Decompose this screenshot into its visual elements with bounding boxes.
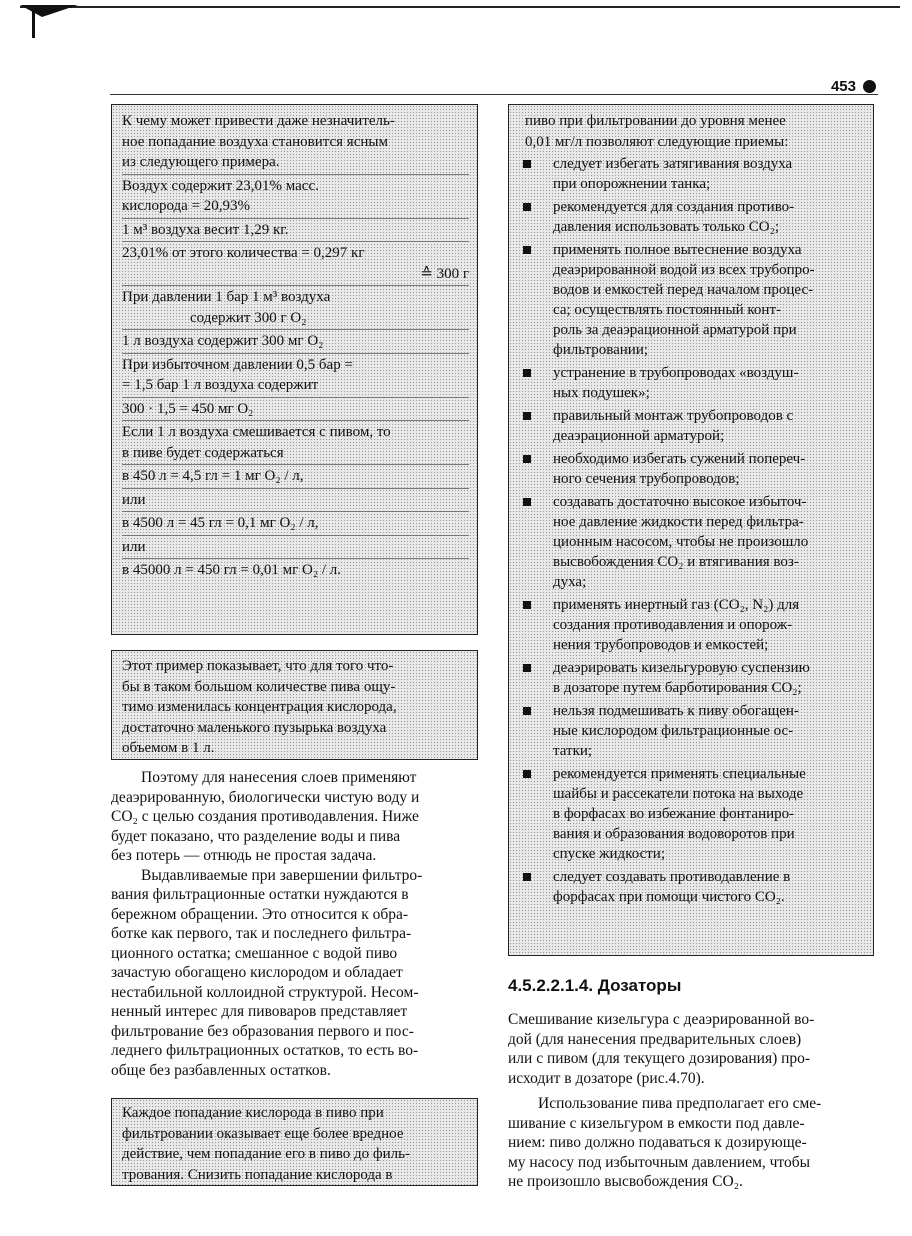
corner-mark-icon bbox=[20, 4, 78, 18]
measure-line: ное давление жидкости перед фильтра- bbox=[553, 514, 804, 530]
measure-line: шайбы и рассекатели потока на выходе bbox=[553, 786, 804, 802]
note-line: тимо изменилась концентрация кислорода, bbox=[122, 699, 397, 715]
measure-item bbox=[517, 492, 865, 592]
calc-row bbox=[122, 513, 469, 534]
oxygen-line: Каждое попадание кислорода в пиво при bbox=[122, 1105, 384, 1121]
text-line: CO₂ с целью создания противодавления. Ниже bbox=[111, 808, 419, 825]
calc-line: При избыточном давлении 0,5 бар = bbox=[122, 356, 353, 373]
calc-line: Воздух содержит 23,01% масс. bbox=[122, 177, 319, 194]
page-number: 453 bbox=[830, 78, 856, 95]
measure-line: ного сечения трубопроводов; bbox=[553, 471, 740, 487]
measure-line: ционным насосом, чтобы не произошло bbox=[553, 534, 809, 550]
calc-line: в пиве будет содержаться bbox=[122, 444, 284, 461]
calc-row bbox=[122, 537, 469, 558]
row-separator bbox=[122, 420, 469, 421]
text-line: фильтрование без образования первого и пос- bbox=[111, 1022, 414, 1040]
text-line: ненный интерес для пивоваров представляет bbox=[111, 1003, 408, 1020]
measure-line: высвобождения CO₂ и втягивания воз- bbox=[553, 554, 799, 570]
measure-item bbox=[517, 197, 865, 237]
text-line: или с пивом (для текущего дозирования) про- bbox=[508, 1050, 811, 1067]
section-heading: 4.5.2.2.1.4. Дозаторы bbox=[508, 976, 682, 995]
calc-line: в 4500 л = 45 гл = 0,1 мг O₂ / л, bbox=[122, 515, 319, 531]
calc-row bbox=[122, 560, 469, 581]
measure-line: вания и образования водоворотов при bbox=[553, 826, 795, 842]
calc-line: Если 1 л воздуха смешивается с пивом, то bbox=[122, 424, 391, 440]
measure-line: рекомендуется для создания противо- bbox=[553, 199, 795, 215]
measure-line: фильтровании; bbox=[553, 342, 649, 358]
text-line: зачастую обогащено кислородом и обладает bbox=[111, 964, 403, 981]
calc-row bbox=[122, 399, 469, 420]
page-header bbox=[110, 80, 878, 95]
row-separator bbox=[122, 241, 469, 242]
text-line: бережном обращении. Это относится к обра- bbox=[111, 905, 409, 923]
calc-line: = 1,5 бар 1 л воздуха содержит bbox=[122, 377, 319, 393]
measure-line: роль за деаэрационной арматурой при bbox=[553, 322, 797, 338]
paragraph bbox=[111, 866, 478, 1081]
measures-box bbox=[508, 104, 874, 956]
measure-line: правильный монтаж трубопроводов с bbox=[553, 408, 794, 424]
oxygen-line: действие, чем попадание его в пиво до филь- bbox=[122, 1146, 410, 1162]
top-rule bbox=[20, 6, 900, 8]
row-separator bbox=[122, 397, 469, 398]
row-separator bbox=[122, 285, 469, 286]
measure-line: создавать достаточно высокое избыточ- bbox=[553, 494, 807, 510]
calc-row bbox=[122, 331, 469, 352]
calc-line: 1 м³ воздуха весит 1,29 кг. bbox=[122, 221, 289, 238]
text-line: нием: пиво должно подаваться к дозирующе- bbox=[508, 1134, 807, 1151]
calc-row bbox=[122, 220, 469, 241]
calc-line: При давлении 1 бар 1 м³ воздуха bbox=[122, 289, 331, 305]
measure-item bbox=[517, 240, 865, 360]
row-separator bbox=[122, 511, 469, 512]
measure-item bbox=[517, 595, 865, 655]
calc-line: в 45000 л = 450 гл = 0,01 мг O₂ / л. bbox=[122, 562, 341, 578]
note-box bbox=[111, 650, 478, 760]
text-line: му насосу под избыточным давлением, чтобы bbox=[508, 1153, 811, 1171]
measure-line: духа; bbox=[553, 574, 587, 590]
text-line: шивание с кизельгуром в емкости под давле- bbox=[508, 1114, 805, 1132]
text-line: Выдавливаемые при завершении фильтро- bbox=[141, 866, 423, 884]
measure-line: нения трубопроводов и емкостей; bbox=[553, 637, 769, 653]
section-body-text bbox=[508, 1010, 874, 1192]
measure-line: спуске жидкости; bbox=[553, 846, 665, 862]
row-separator bbox=[122, 558, 469, 559]
calc-row bbox=[122, 287, 469, 328]
measure-line: устранение в трубопроводах «воздуш- bbox=[553, 365, 799, 381]
text-line: вания фильтрационные остатки нуждаются в bbox=[111, 886, 409, 903]
text-line: исходит в дозаторе (рис.4.70). bbox=[508, 1069, 705, 1087]
measure-line: создания противодавления и опорож- bbox=[553, 617, 793, 633]
left-body-text bbox=[111, 768, 478, 1080]
measure-item bbox=[517, 867, 865, 907]
calc-line: 300 · 1,5 = 450 мг O₂ bbox=[122, 400, 254, 417]
measure-line: ные кислородом фильтрационные ос- bbox=[553, 723, 794, 739]
example-box bbox=[111, 104, 478, 635]
calc-row bbox=[122, 466, 469, 487]
oxygen-line: фильтровании оказывает еще более вредное bbox=[122, 1125, 404, 1142]
measure-line: татки; bbox=[553, 743, 593, 759]
measure-line: деаэрационной арматурой; bbox=[553, 428, 725, 444]
calc-line: в 450 л = 4,5 гл = 1 мг O₂ / л, bbox=[122, 468, 304, 484]
measure-line: при опорожнении танка; bbox=[553, 176, 711, 192]
calc-line: кислорода = 20,93% bbox=[122, 198, 251, 214]
measure-line: следует избегать затягивания воздуха bbox=[553, 156, 793, 172]
text-line: Поэтому для нанесения слоев применяют bbox=[141, 769, 417, 786]
example-calculations bbox=[122, 174, 469, 581]
measure-item bbox=[517, 363, 865, 403]
text-line: без потерь — отнюдь не простая задача. bbox=[111, 847, 377, 864]
text-line: Использование пива предполагает его сме- bbox=[538, 1095, 822, 1112]
calc-result: содержит 300 г O₂ bbox=[190, 309, 307, 326]
page-dot-icon bbox=[863, 80, 876, 93]
row-separator bbox=[122, 353, 469, 354]
measure-item bbox=[517, 701, 865, 761]
calc-result: ≙ 300 г bbox=[420, 265, 469, 282]
measure-line: в форфасах во избежание фонтаниро- bbox=[553, 806, 795, 822]
text-line: нестабильной коллоидной структурой. Несом- bbox=[111, 983, 419, 1001]
text-line: Смешивание кизельгура с деаэрированной во- bbox=[508, 1011, 815, 1028]
measures-intro: пиво при фильтровании до уровня менее 0,01 мг/л позволяют следующие приемы: bbox=[525, 113, 789, 150]
paragraph bbox=[111, 768, 478, 866]
measure-line: рекомендуется применять специальные bbox=[553, 766, 806, 782]
row-separator bbox=[122, 535, 469, 536]
note-line: объемом в 1 л. bbox=[122, 740, 215, 756]
measure-item bbox=[517, 764, 865, 864]
note-line: достаточно маленького пузырька воздуха bbox=[122, 719, 387, 736]
calc-row bbox=[122, 243, 469, 284]
calc-row bbox=[122, 422, 469, 463]
measure-line: давления использовать только CO₂; bbox=[553, 219, 779, 235]
measures-list bbox=[517, 154, 865, 907]
measure-line: в дозаторе путем барботирования CO₂; bbox=[553, 680, 802, 696]
row-separator bbox=[122, 464, 469, 465]
measure-line: применять полное вытеснение воздуха bbox=[553, 242, 802, 258]
measure-line: форфасах при помощи чистого CO₂. bbox=[553, 889, 785, 905]
paragraph bbox=[508, 1094, 874, 1192]
measure-line: деаэрировать кизельгуровую суспензию bbox=[553, 660, 810, 676]
row-separator bbox=[122, 174, 469, 175]
text-line: не произошло высвобождения CO₂. bbox=[508, 1173, 743, 1190]
measure-item bbox=[517, 449, 865, 489]
example-intro: К чему может привести даже незначитель- ное попадание воздуха становится ясным из следующего примера. bbox=[122, 113, 395, 170]
calc-row bbox=[122, 490, 469, 511]
calc-row bbox=[122, 176, 469, 217]
calc-line: 1 л воздуха содержит 300 мг O₂ bbox=[122, 333, 324, 349]
measure-line: следует создавать противодавление в bbox=[553, 869, 791, 885]
oxygen-box bbox=[111, 1098, 478, 1186]
measure-line: деаэрированной водой из всех трубопро- bbox=[553, 262, 815, 278]
calc-row bbox=[122, 355, 469, 396]
text-line: дой (для нанесения предварительных слоев) bbox=[508, 1030, 802, 1048]
note-line: бы в таком большом количестве пива ощу- bbox=[122, 678, 396, 695]
note-line: Этот пример показывает, что для того что- bbox=[122, 658, 394, 674]
measure-line: водов и емкостей перед началом процес- bbox=[553, 282, 814, 298]
oxygen-line: трования. Снизить попадание кислорода в bbox=[122, 1166, 393, 1183]
row-separator bbox=[122, 329, 469, 330]
measure-line: нельзя подмешивать к пиву обогащен- bbox=[553, 703, 799, 719]
text-line: ботке как первого, так и последнего фильтра- bbox=[111, 925, 412, 942]
text-line: ционного остатка; смешанное с водой пиво bbox=[111, 944, 398, 962]
row-separator bbox=[122, 218, 469, 219]
measure-item bbox=[517, 154, 865, 194]
paragraph bbox=[508, 1010, 874, 1088]
calc-line: 23,01% от этого количества = 0,297 кг bbox=[122, 245, 365, 261]
calc-line: или bbox=[122, 491, 146, 508]
text-line: леднего фильтрационных остатков, то есть во- bbox=[111, 1042, 419, 1059]
measure-item bbox=[517, 658, 865, 698]
text-line: будет показано, что разделение воды и пива bbox=[111, 827, 401, 845]
measure-line: необходимо избегать сужений попереч- bbox=[553, 451, 806, 467]
row-separator bbox=[122, 488, 469, 489]
measure-line: ных подушек»; bbox=[553, 385, 650, 401]
measure-line: применять инертный газ (CO₂, N₂) для bbox=[553, 597, 800, 613]
text-line: обще без разбавленных остатков. bbox=[111, 1061, 331, 1079]
measure-item bbox=[517, 406, 865, 446]
text-line: деаэрированную, биологически чистую воду и bbox=[111, 788, 420, 806]
measure-line: са; осуществлять постоянный конт- bbox=[553, 302, 782, 318]
calc-line: или bbox=[122, 538, 146, 555]
